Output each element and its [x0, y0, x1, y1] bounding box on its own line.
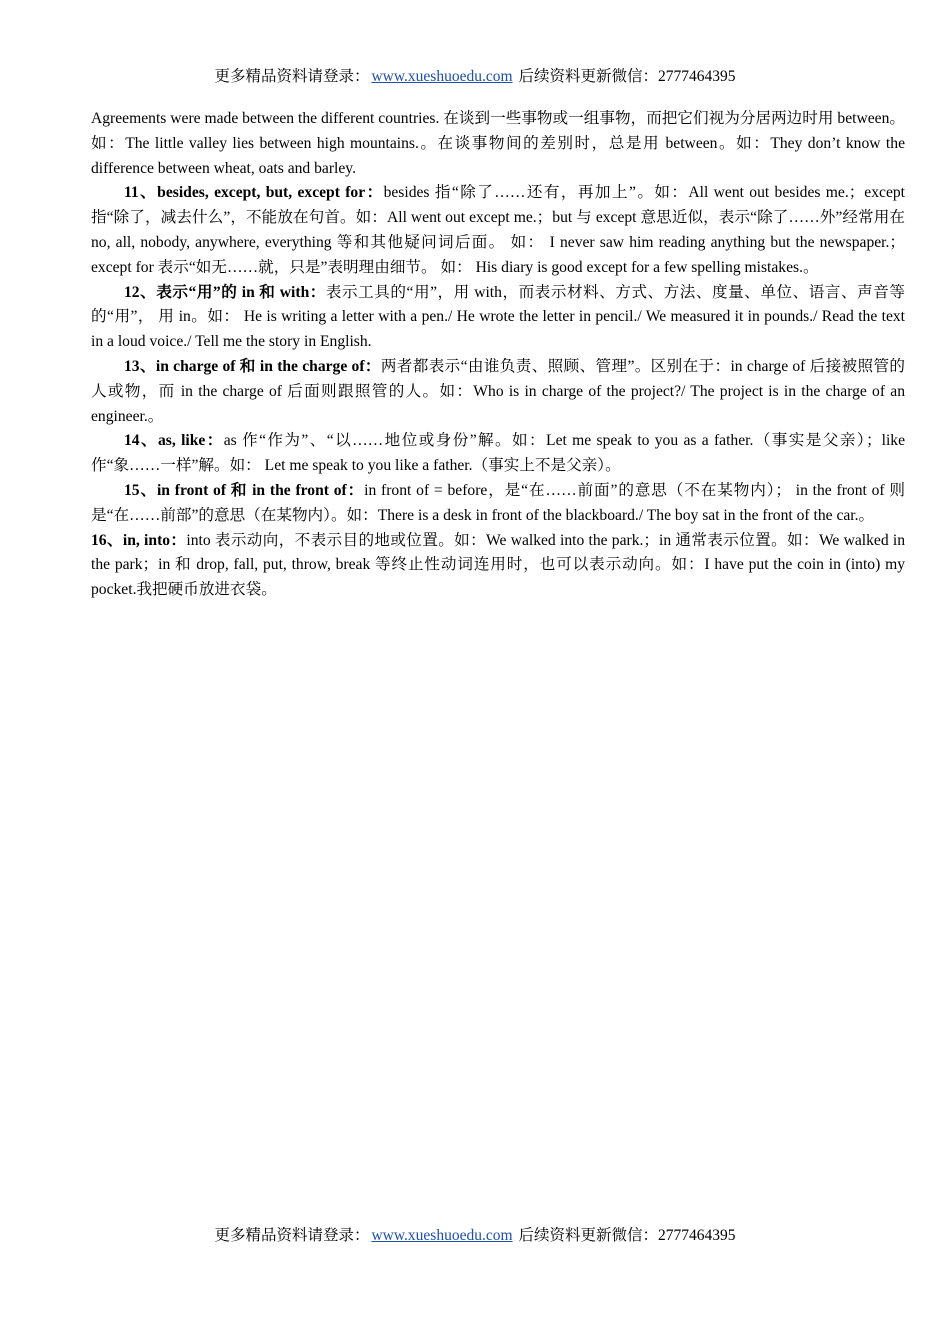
- paragraph-text: in front of = before，是“在……前面”的意思（不在某物内）； in the front of 则是“在……前部”的意思（在某物内）。如：There is a desk in front of the blackboard./ The boy sat in the front of the car.。: [91, 481, 905, 524]
- page-footer: [0, 1226, 950, 1246]
- paragraph-15: [91, 479, 905, 529]
- paragraph-12: [91, 281, 905, 355]
- paragraph-11: [91, 181, 905, 280]
- footer-wechat-note: 后续资料更新微信：2777464395: [518, 1227, 736, 1244]
- page-header: [0, 67, 950, 87]
- header-wechat-note: 后续资料更新微信：2777464395: [518, 68, 736, 85]
- footer-website-link[interactable]: www.xueshuoedu.com: [371, 1227, 513, 1244]
- paragraph-heading: 13、in charge of 和 in the charge of：: [124, 357, 381, 375]
- footer-prefix: 更多精品资料请登录：: [214, 1227, 370, 1244]
- document-body: [91, 107, 905, 603]
- header-prefix: 更多精品资料请登录：: [214, 68, 370, 85]
- paragraph-text: 表示工具的“用”，用 with，而表示材料、方式、方法、度量、单位、语言、声音等的“用”， 用 in。如： He is writing a letter with a pen./ He wrote the letter in pencil./ We measured it in pounds./ Read the text in a loud voice./ Tell me the story in English.: [91, 283, 905, 351]
- paragraph-text: as 作“作为”、“以……地位或身份”解。如：Let me speak to you as a father.（事实是父亲）；like 作“象……一样”解。如： Let me speak to you like a father.（事实上不是父亲）。: [91, 432, 906, 475]
- paragraph-heading: 16、in, into：: [91, 531, 187, 549]
- paragraph-heading: 15、in front of 和 in the front of：: [124, 481, 365, 499]
- paragraph-heading: 11、besides, except, but, except for：: [124, 184, 384, 202]
- paragraph-continuation: [91, 107, 905, 181]
- paragraph-13: [91, 355, 905, 429]
- paragraph-14: [91, 429, 905, 479]
- paragraph-text: besides 指“除了……还有，再加上”。如：All went out besides me.；except 指“除了，减去什么”，不能放在句首。如：All went out except me.；but 与 except 意思近似，表示“除了……外”经常用在 no, all, nobody, anywhere, everything 等和其他疑问词后面。 如： I never saw him reading anything but the newspaper.； except for 表示“如无……就，只是”表明理由细节。 如： His diary is good except for a few spelling mistakes.。: [91, 184, 905, 276]
- paragraph-text: into 表示动向，不表示目的地或位置。如：We walked into the park.；in 通常表示位置。如：We walked in the park；in 和 drop, fall, put, throw, break 等终止性动词连用时，也可以表示动向。如：I have put the coin in (into) my pocket.我把硬币放进衣袋。: [91, 531, 906, 599]
- paragraph-heading: 14、as, like：: [124, 432, 224, 450]
- paragraph-heading: 12、表示“用”的 in 和 with：: [124, 283, 326, 301]
- paragraph-text: Agreements were made between the different countries. 在谈到一些事物或一组事物，而把它们视为分居两边时用 between。如：The little valley lies between high mountains.。在谈事物间的差别时，总是用 between。如：They don’t know the difference between wheat, oats and barley.: [91, 110, 905, 177]
- paragraph-16: [91, 529, 905, 603]
- header-website-link[interactable]: www.xueshuoedu.com: [371, 68, 513, 85]
- paragraph-text: 两者都表示“由谁负责、照顾、管理”。区别在于：in charge of 后接被照管的人或物，而 in the charge of 后面则跟照管的人。如：Who is in charge of the project?/ The project is in the charge of an engineer.。: [91, 357, 905, 425]
